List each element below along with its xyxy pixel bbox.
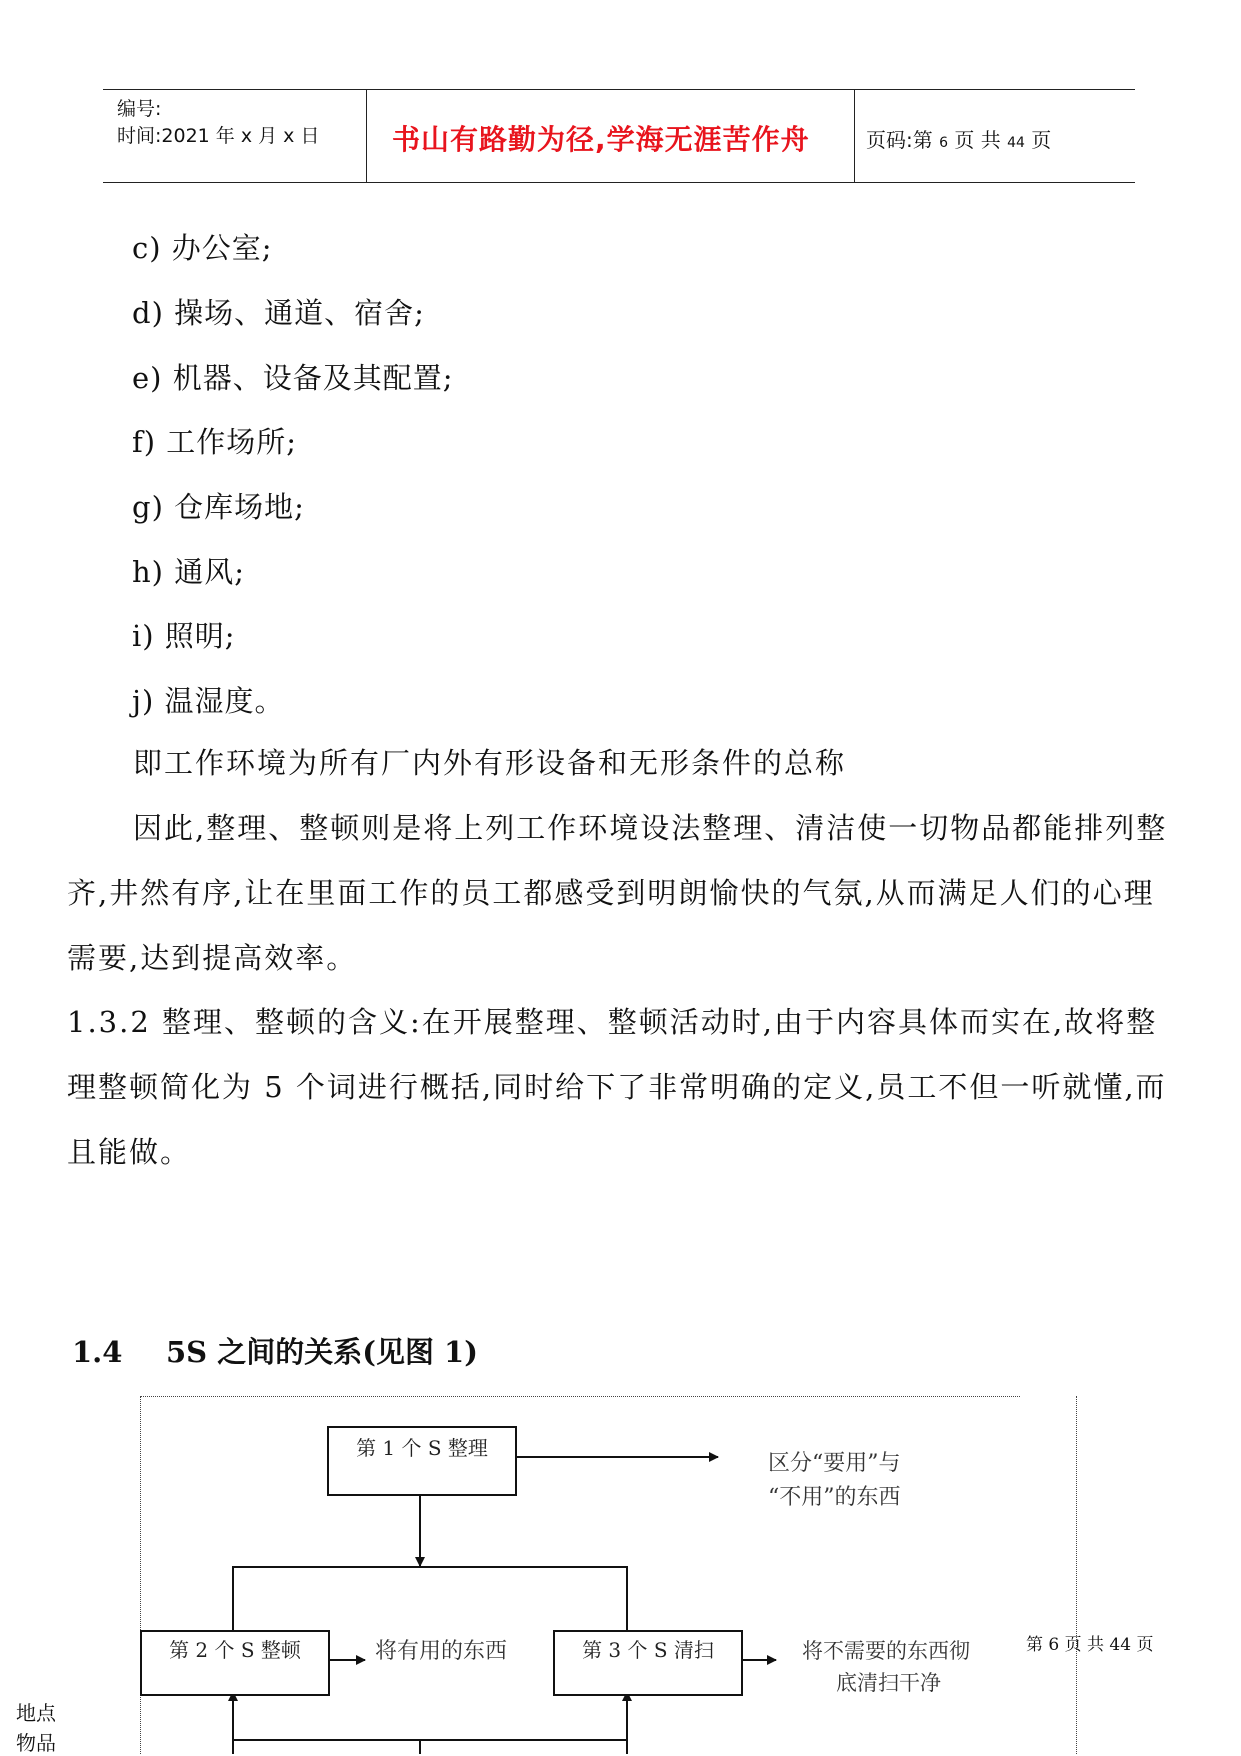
connector-split-top bbox=[233, 1567, 627, 1630]
page-total: 44 bbox=[1007, 135, 1025, 151]
diagram-box-shine: 第 3 个 S 清扫 bbox=[553, 1630, 743, 1696]
section-number: 1.4 bbox=[72, 1335, 123, 1369]
diagram-box-sort: 第 1 个 S 整理 bbox=[327, 1426, 517, 1496]
list-item: j) 温湿度。 bbox=[132, 684, 285, 718]
meaning-paragraph: 1.3.2 整理、整顿的含义:在开展整理、整顿活动时,由于内容具体而实在,故将整理整顿简化为 5 个词进行概括,同时给下了非常明确的定义,员工不但一听就懂,而且能做。 bbox=[67, 1005, 1167, 1169]
note-clean-line2: 底清扫干净 bbox=[836, 1671, 941, 1695]
therefore-text: 因此,整理、整顿则是将上列工作环境设法整理、清洁使一切物品都能排列整齐,井然有序,让在里面工作的员工都感受到明朗愉快的气氛,从而满足人们的心理需要,达到提高效率。 bbox=[67, 811, 1168, 975]
page-prefix: 页码:第 bbox=[866, 128, 933, 152]
list-item: d) 操场、通道、宿舍; bbox=[132, 296, 425, 330]
list-item: e) 机器、设备及其配置; bbox=[132, 361, 454, 395]
time-label: 时间:2021 年 x 月 x 日 bbox=[117, 125, 320, 147]
list-item: g) 仓库场地; bbox=[132, 490, 305, 524]
side-label-location: 地点 bbox=[16, 1701, 56, 1725]
page-suffix: 页 bbox=[1031, 128, 1052, 152]
page-current: 6 bbox=[939, 135, 949, 151]
page-footer: 第 6 页 共 44 页 bbox=[1026, 1635, 1154, 1655]
note-distinguish-line2: “不用”的东西 bbox=[768, 1485, 901, 1510]
side-label-items: 物品 bbox=[16, 1731, 56, 1755]
serial-label: 编号: bbox=[117, 98, 162, 120]
list-item: h) 通风; bbox=[132, 555, 245, 589]
list-item: f) 工作场所; bbox=[132, 425, 298, 459]
summary-text: 即工作环境为所有厂内外有形设备和无形条件的总称 bbox=[133, 746, 847, 780]
note-distinguish-line1: 区分“要用”与 bbox=[768, 1451, 901, 1476]
list-item: c) 办公室; bbox=[132, 231, 273, 265]
connector-join-bottom bbox=[233, 1740, 627, 1754]
page-middle: 页 共 bbox=[954, 128, 1001, 152]
diagram-box-set-in-order: 第 2 个 S 整顿 bbox=[140, 1630, 330, 1696]
list-item: i) 照明; bbox=[132, 619, 236, 653]
section-title: 5S 之间的关系(见图 1) bbox=[166, 1335, 478, 1369]
motto: 书山有路勤为径,学海无涯苦作舟 bbox=[392, 123, 810, 156]
note-useful-items: 将有用的东西 bbox=[375, 1639, 508, 1664]
note-clean-line1: 将不需要的东西彻 bbox=[802, 1639, 970, 1663]
